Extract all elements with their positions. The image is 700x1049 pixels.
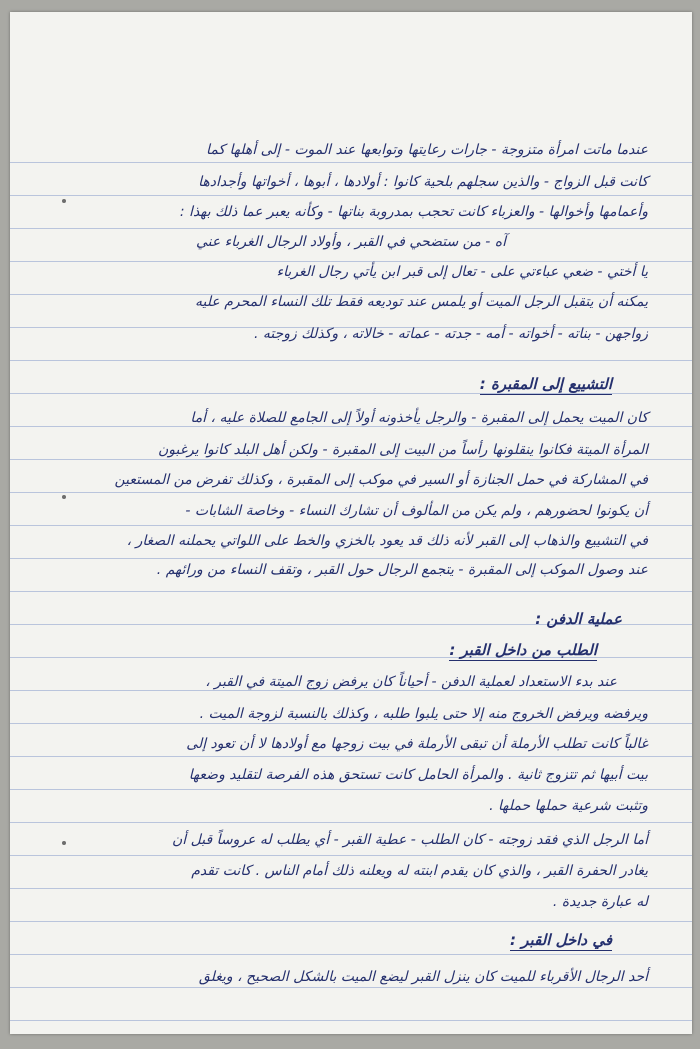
text-line: أن يكونوا لحضورهم ، ولم يكن من المألوف أن تشارك النساء - وخاصة الشابات - [185, 503, 648, 519]
text-line: عندما ماتت امرأة متزوجة - جارات رعايتها وتوابعها عند الموت - إلى أهلها كما [206, 142, 648, 158]
text-line: أما الرجل الذي فقد زوجته - كان الطلب - عطية القبر - أي يطلب له عروساً قبل أن [172, 832, 648, 848]
text-line: في التشييع والذهاب إلى القبر لأنه ذلك قد يعود بالخزي والخط على اللواتي يحملنه الصغار ، [126, 533, 648, 549]
section-heading-text: التشييع إلى المقبرة : [479, 375, 612, 393]
section-heading-text: عملية الدفن : [535, 610, 622, 628]
binder-hole-mark [62, 495, 66, 499]
text-line: عند بدء الاستعداد لعملية الدفن - أحياناً كان يرفض زوج الميتة في القبر ، [205, 674, 617, 690]
section-heading [34, 609, 622, 629]
section-heading [34, 374, 612, 394]
text-line: له عبارة جديدة . [552, 894, 648, 910]
text-line: يمكنه أن يتقبل الرجل الميت أو يلمس عند توديعه فقط تلك النساء المحرم عليه [195, 294, 648, 310]
text-line: يغادر الحفرة القبر ، والذي كان يقدم ابنته له ويعلنه ذلك أمام الناس . كانت تقدم [191, 863, 648, 879]
sub-heading-text: الطلب من داخل القبر : [449, 641, 597, 659]
text-line: أحد الرجال الأقرباء للميت كان ينزل القبر ليضع الميت بالشكل الصحيح ، ويغلق [198, 969, 648, 985]
section-heading-text: في داخل القبر : [510, 931, 612, 949]
text-line: في المشاركة في حمل الجنازة أو السير في موكب إلى المقبرة ، وكذلك تفرض من المستعين [114, 472, 648, 488]
text-line: ويرفضه ويرفض الخروج منه إلا حتى يلبوا طلبه ، وكذلك بالنسبة لزوجة الميت . [199, 706, 648, 722]
text-line: وأعمامها وأخوالها - والعزباء كانت تحجب بمدروبة بناتها - وكأنه يعبر عما ذلك بهذا : [179, 204, 648, 220]
text-line: يا أختي - ضعي عباءتي على - تعال إلى قبر ابن يأتي رجال الغرباء [276, 264, 648, 280]
text-line: عند وصول الموكب إلى المقبرة - يتجمع الرجال حول القبر ، وتقف النساء من ورائهم . [156, 562, 648, 578]
text-line: آه - من ستضحي في القبر ، وأولاد الرجال الغرباء عني [195, 234, 507, 250]
text-line: غالباً كانت تطلب الأرملة أن تبقى الأرملة في بيت زوجها مع أولادها لا أن تعود إلى [186, 736, 648, 752]
text-line: وتثبت شرعية حملها حملها . [489, 798, 648, 814]
text-line: كان الميت يحمل إلى المقبرة - والرجل يأخذونه أولاً إلى الجامع للصلاة عليه ، أما [190, 410, 648, 426]
text-line: المرأة الميتة فكانوا ينقلونها رأساً من البيت إلى المقبرة - ولكن أهل البلد كانوا يرغبون [157, 442, 648, 458]
handwritten-page [10, 12, 692, 1034]
text-line: بيت أبيها ثم تتزوج ثانية . والمرأة الحامل كانت تستحق هذه الفرصة لتقليد وضعها [188, 767, 648, 783]
section-heading [34, 930, 612, 950]
text-line: زواجهن - بناته - أخواته - أمه - جدته - عماته - خالاته ، وكذلك زوجته . [254, 326, 648, 342]
text-line: كانت قبل الزواج - والذين سجلهم بلحية كانوا : أولادها ، أبوها ، أخواتها وأجدادها [198, 174, 648, 190]
sub-heading [34, 640, 597, 660]
